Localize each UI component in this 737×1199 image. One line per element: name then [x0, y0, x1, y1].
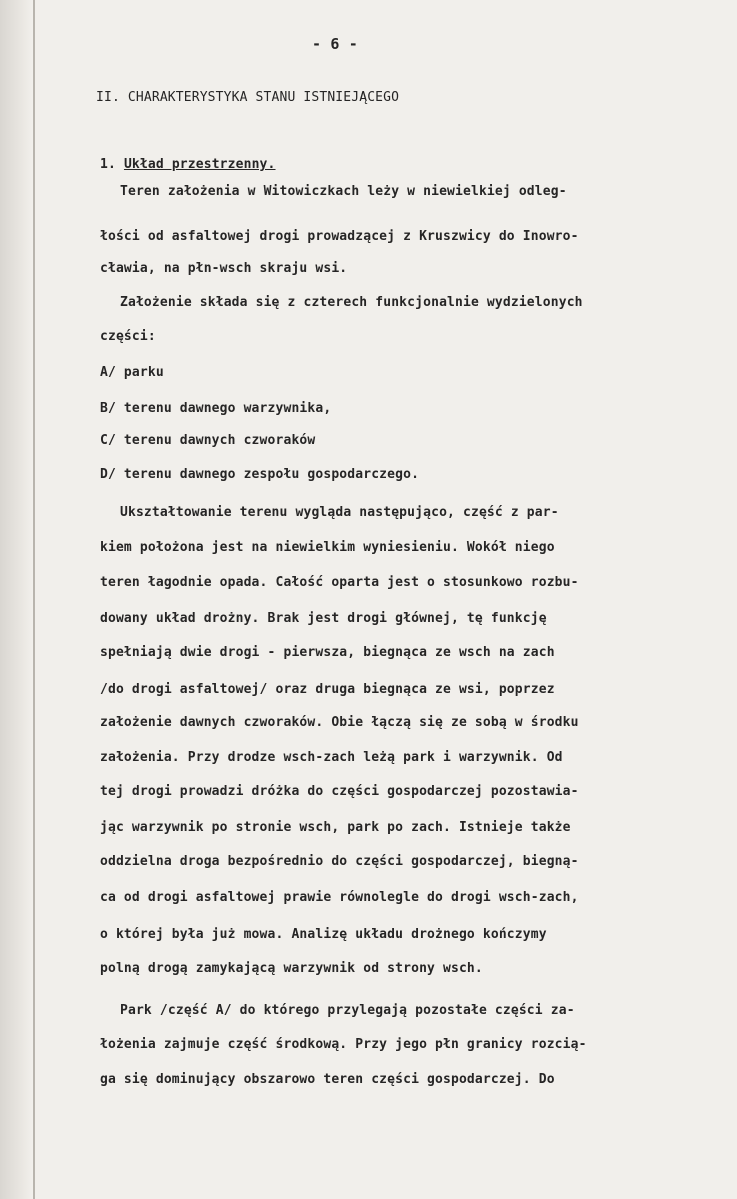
document-page	[35, 0, 737, 1199]
text-line: Park /część A/ do którego przylegają pozostałe części za-	[120, 1003, 575, 1018]
section-title-text: Układ przestrzenny.	[123, 157, 276, 172]
text-line: A/ parku	[100, 365, 164, 380]
text-line: Ukształtowanie terenu wygląda następująco, część z par-	[120, 505, 559, 520]
text-line: spełniają dwie drogi - pierwsza, biegnąca ze wsch na zach	[100, 645, 555, 660]
section-number: 1.	[100, 157, 116, 172]
text-line: teren łagodnie opada. Całość oparta jest o stosunkowo rozbu-	[100, 575, 579, 590]
text-line: dowany układ drożny. Brak jest drogi głównej, tę funkcję	[100, 611, 547, 626]
text-line: ca od drogi asfaltowej prawie równolegle do drogi wsch-zach,	[100, 890, 579, 905]
text-line: Teren założenia w Witowiczkach leży w niewielkiej odleg-	[120, 184, 567, 199]
text-line: założenia. Przy drodze wsch-zach leżą park i warzywnik. Od	[100, 750, 563, 765]
text-line: założenie dawnych czworaków. Obie łączą się ze sobą w środku	[100, 715, 579, 730]
text-line: łości od asfaltowej drogi prowadzącej z Kruszwicy do Inowro-	[100, 229, 579, 244]
text-line: części:	[100, 329, 156, 344]
text-line: kiem położona jest na niewielkim wyniesieniu. Wokół niego	[100, 540, 555, 555]
text-line: D/ terenu dawnego zespołu gospodarczego.	[100, 467, 420, 482]
text-line: oddzielna droga bezpośrednio do części gospodarczej, biegną-	[100, 854, 579, 869]
text-line: cławia, na płn-wsch skraju wsi.	[100, 261, 348, 276]
section-title	[100, 157, 276, 173]
text-line: /do drogi asfaltowej/ oraz druga biegnąca ze wsi, poprzez	[100, 682, 555, 697]
text-line: jąc warzywnik po stronie wsch, park po zach. Istnieje także	[100, 820, 571, 835]
chapter-heading: II. CHARAKTERYSTYKA STANU ISTNIEJĄCEGO	[96, 90, 400, 105]
text-line: o której była już mowa. Analizę układu drożnego kończymy	[100, 927, 547, 942]
text-line: polną drogą zamykającą warzywnik od strony wsch.	[100, 961, 483, 976]
text-line: ga się dominujący obszarowo teren części gospodarczej. Do	[100, 1072, 555, 1087]
text-line: Założenie składa się z czterech funkcjonalnie wydzielonych	[120, 295, 583, 310]
text-line: łożenia zajmuje część środkową. Przy jego płn granicy rozcią-	[100, 1037, 587, 1052]
text-line: tej drogi prowadzi dróżka do części gospodarczej pozostawia-	[100, 784, 579, 799]
text-line: C/ terenu dawnych czworaków	[100, 433, 316, 448]
page-binding-edge	[0, 0, 33, 1199]
text-line: B/ terenu dawnego warzywnika,	[100, 401, 332, 416]
page-number: - 6 -	[312, 35, 358, 53]
